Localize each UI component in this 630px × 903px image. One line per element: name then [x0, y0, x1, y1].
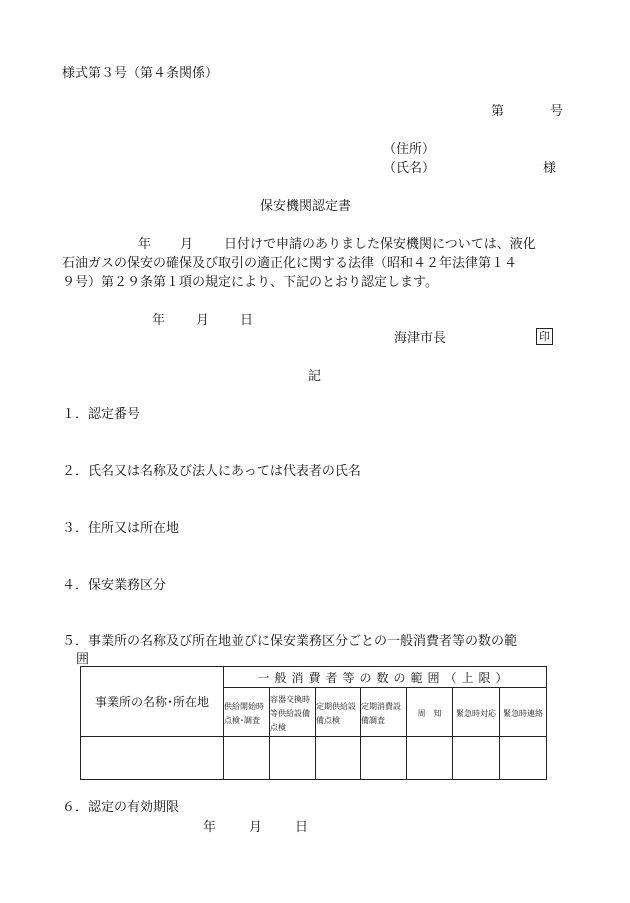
sub-header-emergency-contact: 緊急時連絡	[500, 688, 547, 737]
sub-header-periodic-supply: 定期供給設備点検	[316, 688, 361, 737]
body-text-1: 日付けで申請のありました保安機関については、液化	[224, 237, 536, 252]
sub-header-supply-start: 供給開始時点検･調査	[224, 688, 270, 737]
table-cell	[270, 737, 316, 780]
ki-heading: 記	[308, 369, 322, 384]
sub-header-container-exchange: 容器交換時等供給設備点検	[270, 688, 316, 737]
table-cell	[81, 737, 224, 780]
document-title: 保安機関認定書	[260, 199, 352, 214]
item-5-wrap: 囲	[76, 652, 90, 667]
body-text-2: 石油ガスの保安の確保及び取引の適正化に関する法律（昭和４２年法律第１４	[62, 256, 518, 271]
office-name-address-header: 事業所の名称･所在地	[81, 667, 224, 737]
issue-year: 年	[152, 313, 166, 328]
validity-day: 日	[295, 820, 309, 835]
item-6: ６．認定の有効期限	[62, 800, 180, 815]
issue-month: 月	[196, 313, 210, 328]
item-2: ２．氏名又は名称及び法人にあっては代表者の氏名	[62, 464, 361, 479]
table-row	[81, 737, 547, 780]
consumer-range-header: 一般消費者等の数の範囲（上限）	[224, 667, 547, 688]
validity-year: 年	[203, 820, 217, 835]
table-cell	[500, 737, 547, 780]
item-4: ４．保安業務区分	[62, 578, 167, 593]
consumer-range-table	[80, 666, 547, 780]
body-year: 年	[138, 237, 152, 252]
validity-month: 月	[249, 820, 263, 835]
sub-header-periodic-consumption: 定期消費設備調査	[361, 688, 407, 737]
number-go: 号	[550, 104, 564, 119]
item-1: １．認定番号	[62, 407, 141, 422]
name-label: （氏名）	[383, 161, 436, 176]
table-cell	[224, 737, 270, 780]
seal-stamp: 印	[536, 328, 553, 345]
table-cell	[316, 737, 361, 780]
body-month: 月	[180, 237, 194, 252]
body-text-3: ９号）第２９条第１項の規定により、下記のとおり認定します。	[62, 275, 438, 290]
number-dai: 第	[491, 104, 505, 119]
address-label: （住所）	[383, 142, 436, 157]
honorific: 様	[543, 161, 557, 176]
issuer: 海津市長	[394, 331, 447, 346]
issue-day: 日	[240, 313, 254, 328]
item-5: ５．事業所の名称及び所在地並びに保安業務区分ごとの一般消費者等の数の範	[62, 634, 518, 649]
item-3: ３．住所又は所在地	[62, 521, 180, 536]
table-cell	[407, 737, 453, 780]
sub-header-notice: 周 知	[407, 688, 453, 737]
form-id: 様式第３号（第４条関係）	[62, 66, 219, 81]
table-cell	[453, 737, 500, 780]
table-cell	[361, 737, 407, 780]
sub-header-emergency-response: 緊急時対応	[453, 688, 500, 737]
